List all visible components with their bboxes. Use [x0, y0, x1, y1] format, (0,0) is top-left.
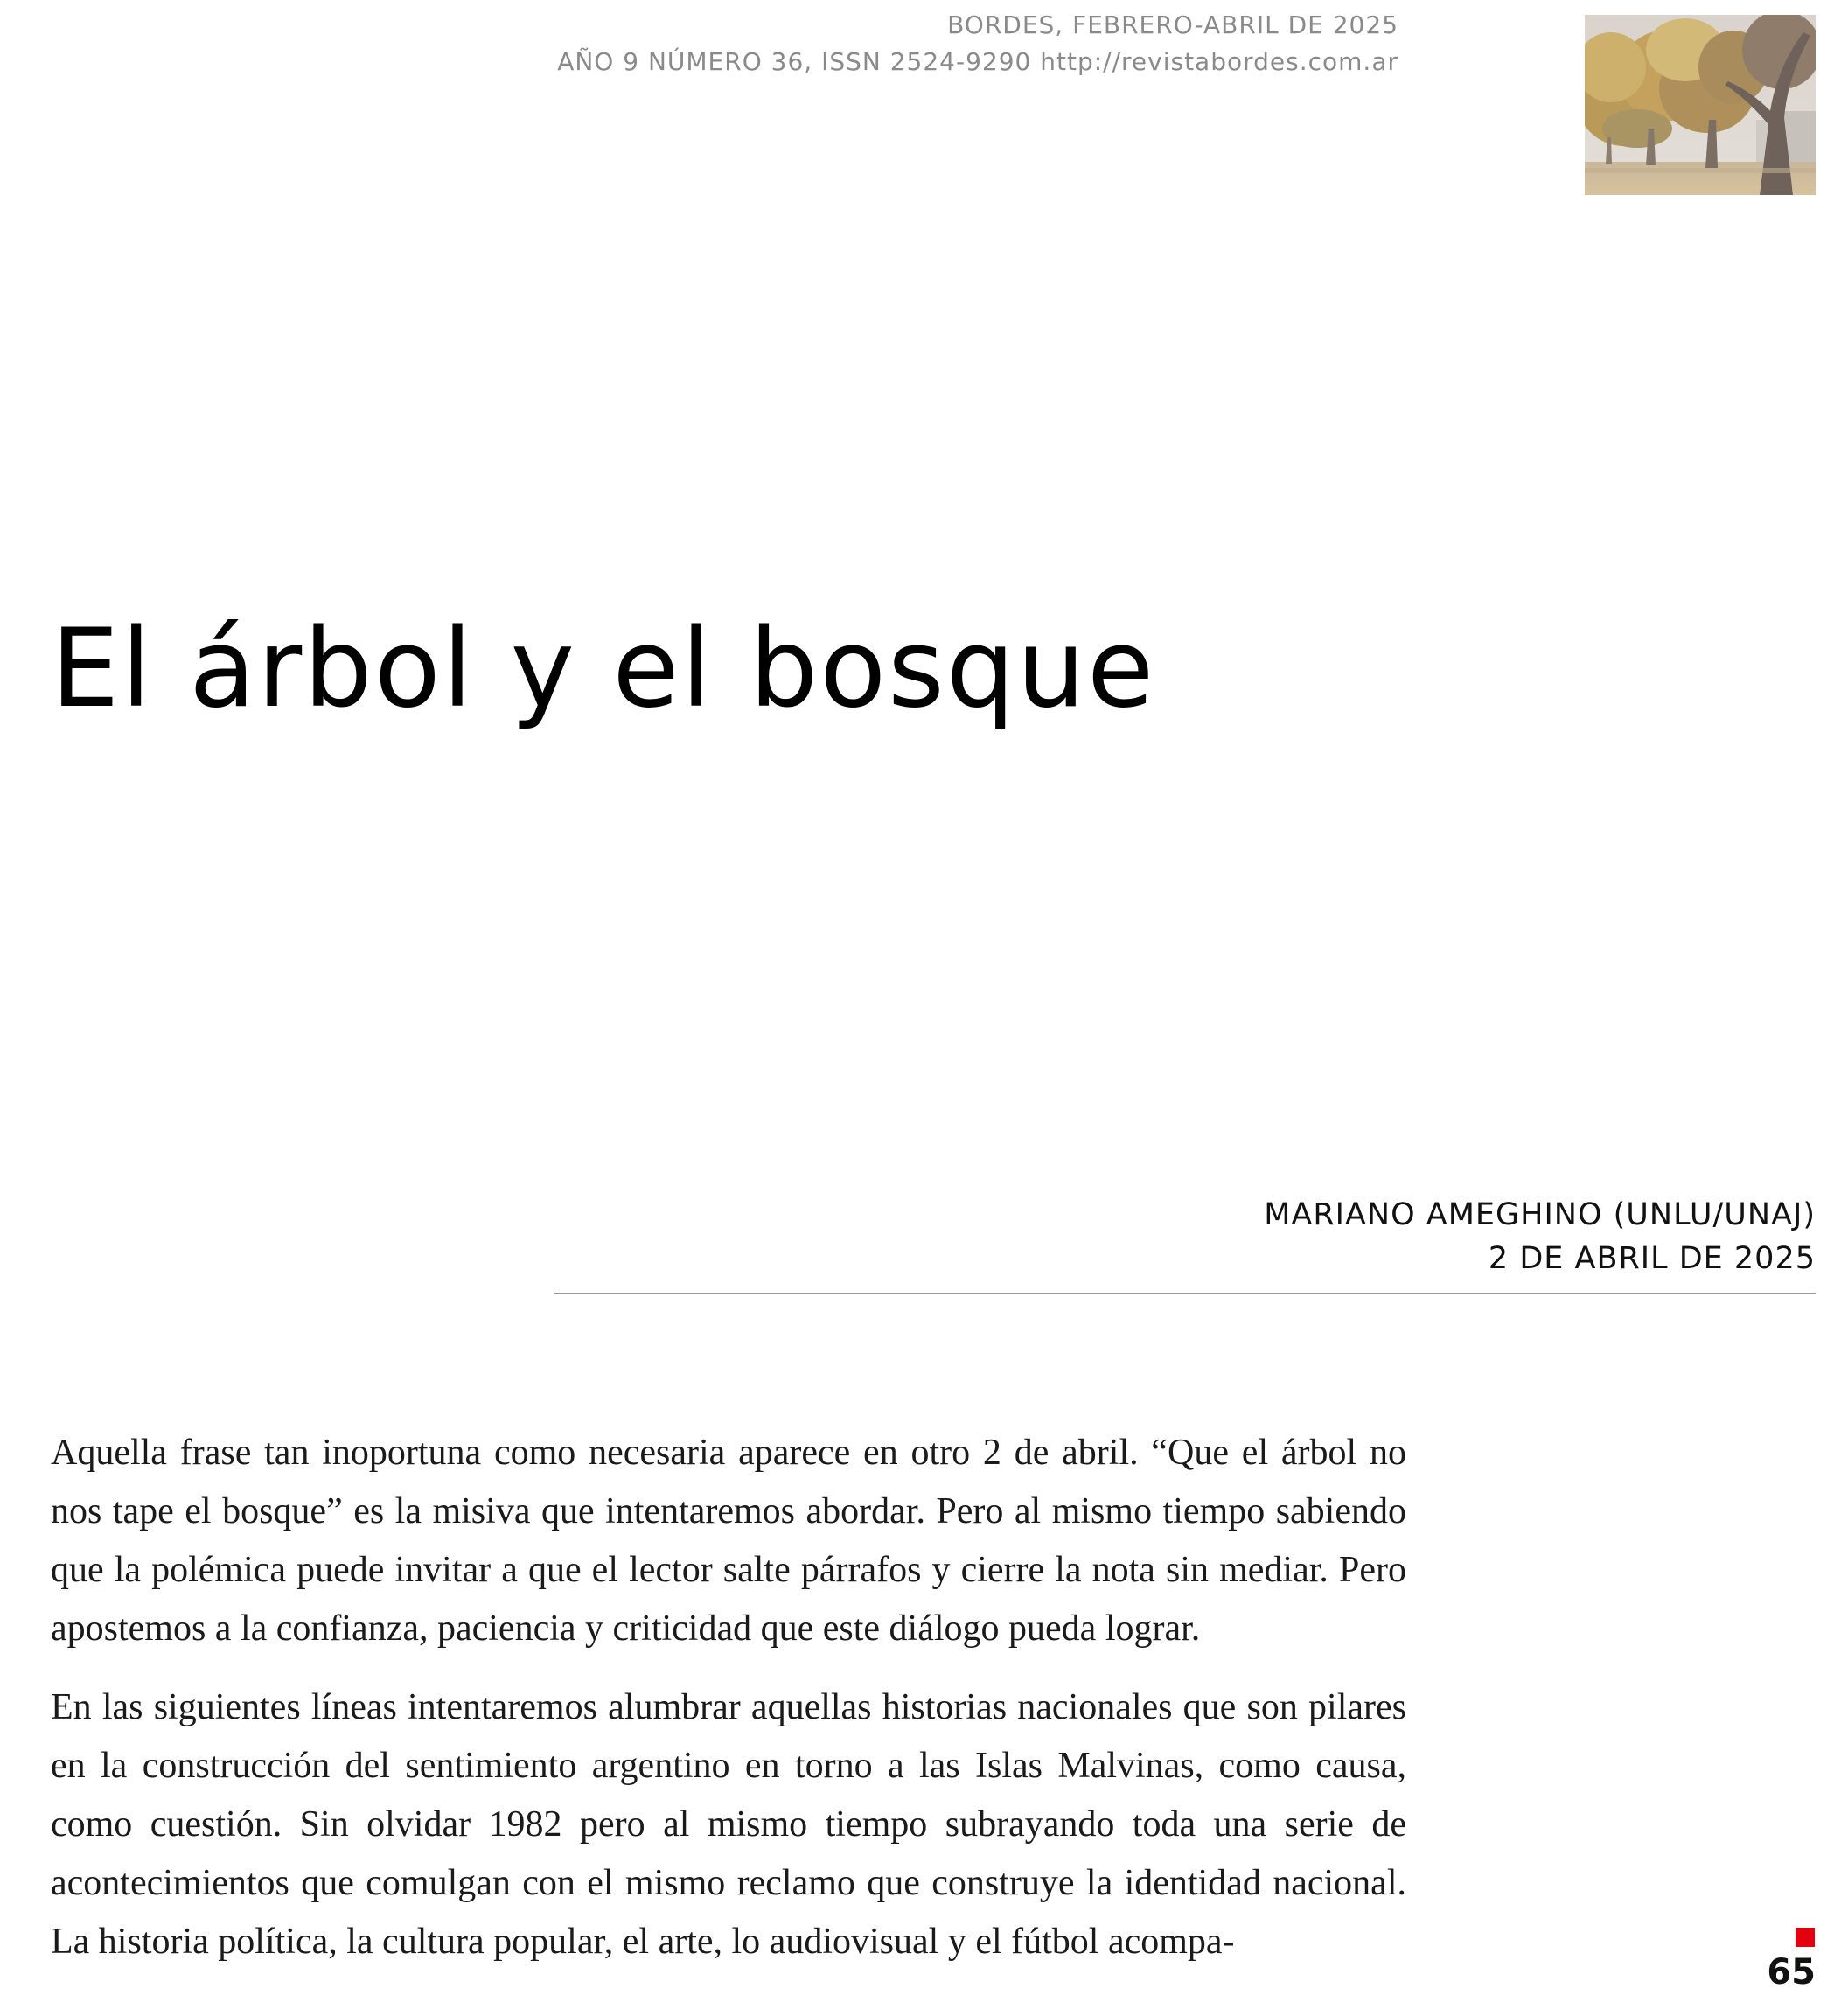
byline-divider [554, 1293, 1816, 1294]
article-body [51, 1424, 1406, 1992]
journal-header [557, 7, 1398, 80]
page-number: 65 [1767, 1952, 1816, 1992]
body-paragraph: En las siguientes líneas intentaremos alumbrar aquellas historias nacionales que son pilares en la construcción del sentimiento argentino en torno a las Islas Malvinas, como causa, como cuestión. Sin olvidar 1982 pero al mismo tiempo subrayando toda una serie de acontecimientos que comulgan con el mismo reclamo que construye la identidad nacional. La historia política, la cultura popular, el arte, lo audiovisual y el fútbol acompa- [51, 1687, 1406, 1962]
page-marker-square [1796, 1928, 1815, 1947]
body-paragraph: Aquella frase tan inoportuna como necesaria aparece en otro 2 de abril. “Que el árbol no nos tape el bosque” es la misiva que intentaremos abordar. Pero al mismo tiempo sabiendo que la polémica puede invitar a que el lector salte párrafos y cierre la nota sin mediar. Pero apostemos a la confianza, paciencia y criticidad que este diálogo pueda lograr. [51, 1433, 1406, 1649]
article-title: El árbol y el bosque [51, 606, 1156, 732]
journal-issn-url: AÑO 9 NÚMERO 36, ISSN 2524-9290 http://revistabordes.com.ar [557, 47, 1398, 76]
publication-date: 2 DE ABRIL DE 2025 [1488, 1241, 1816, 1276]
tree-photo [1585, 15, 1816, 195]
byline [1264, 1193, 1816, 1280]
author-name: MARIANO AMEGHINO (UNLU/UNAJ) [1264, 1197, 1816, 1232]
journal-issue-date: BORDES, FEBRERO-ABRIL DE 2025 [947, 10, 1398, 39]
